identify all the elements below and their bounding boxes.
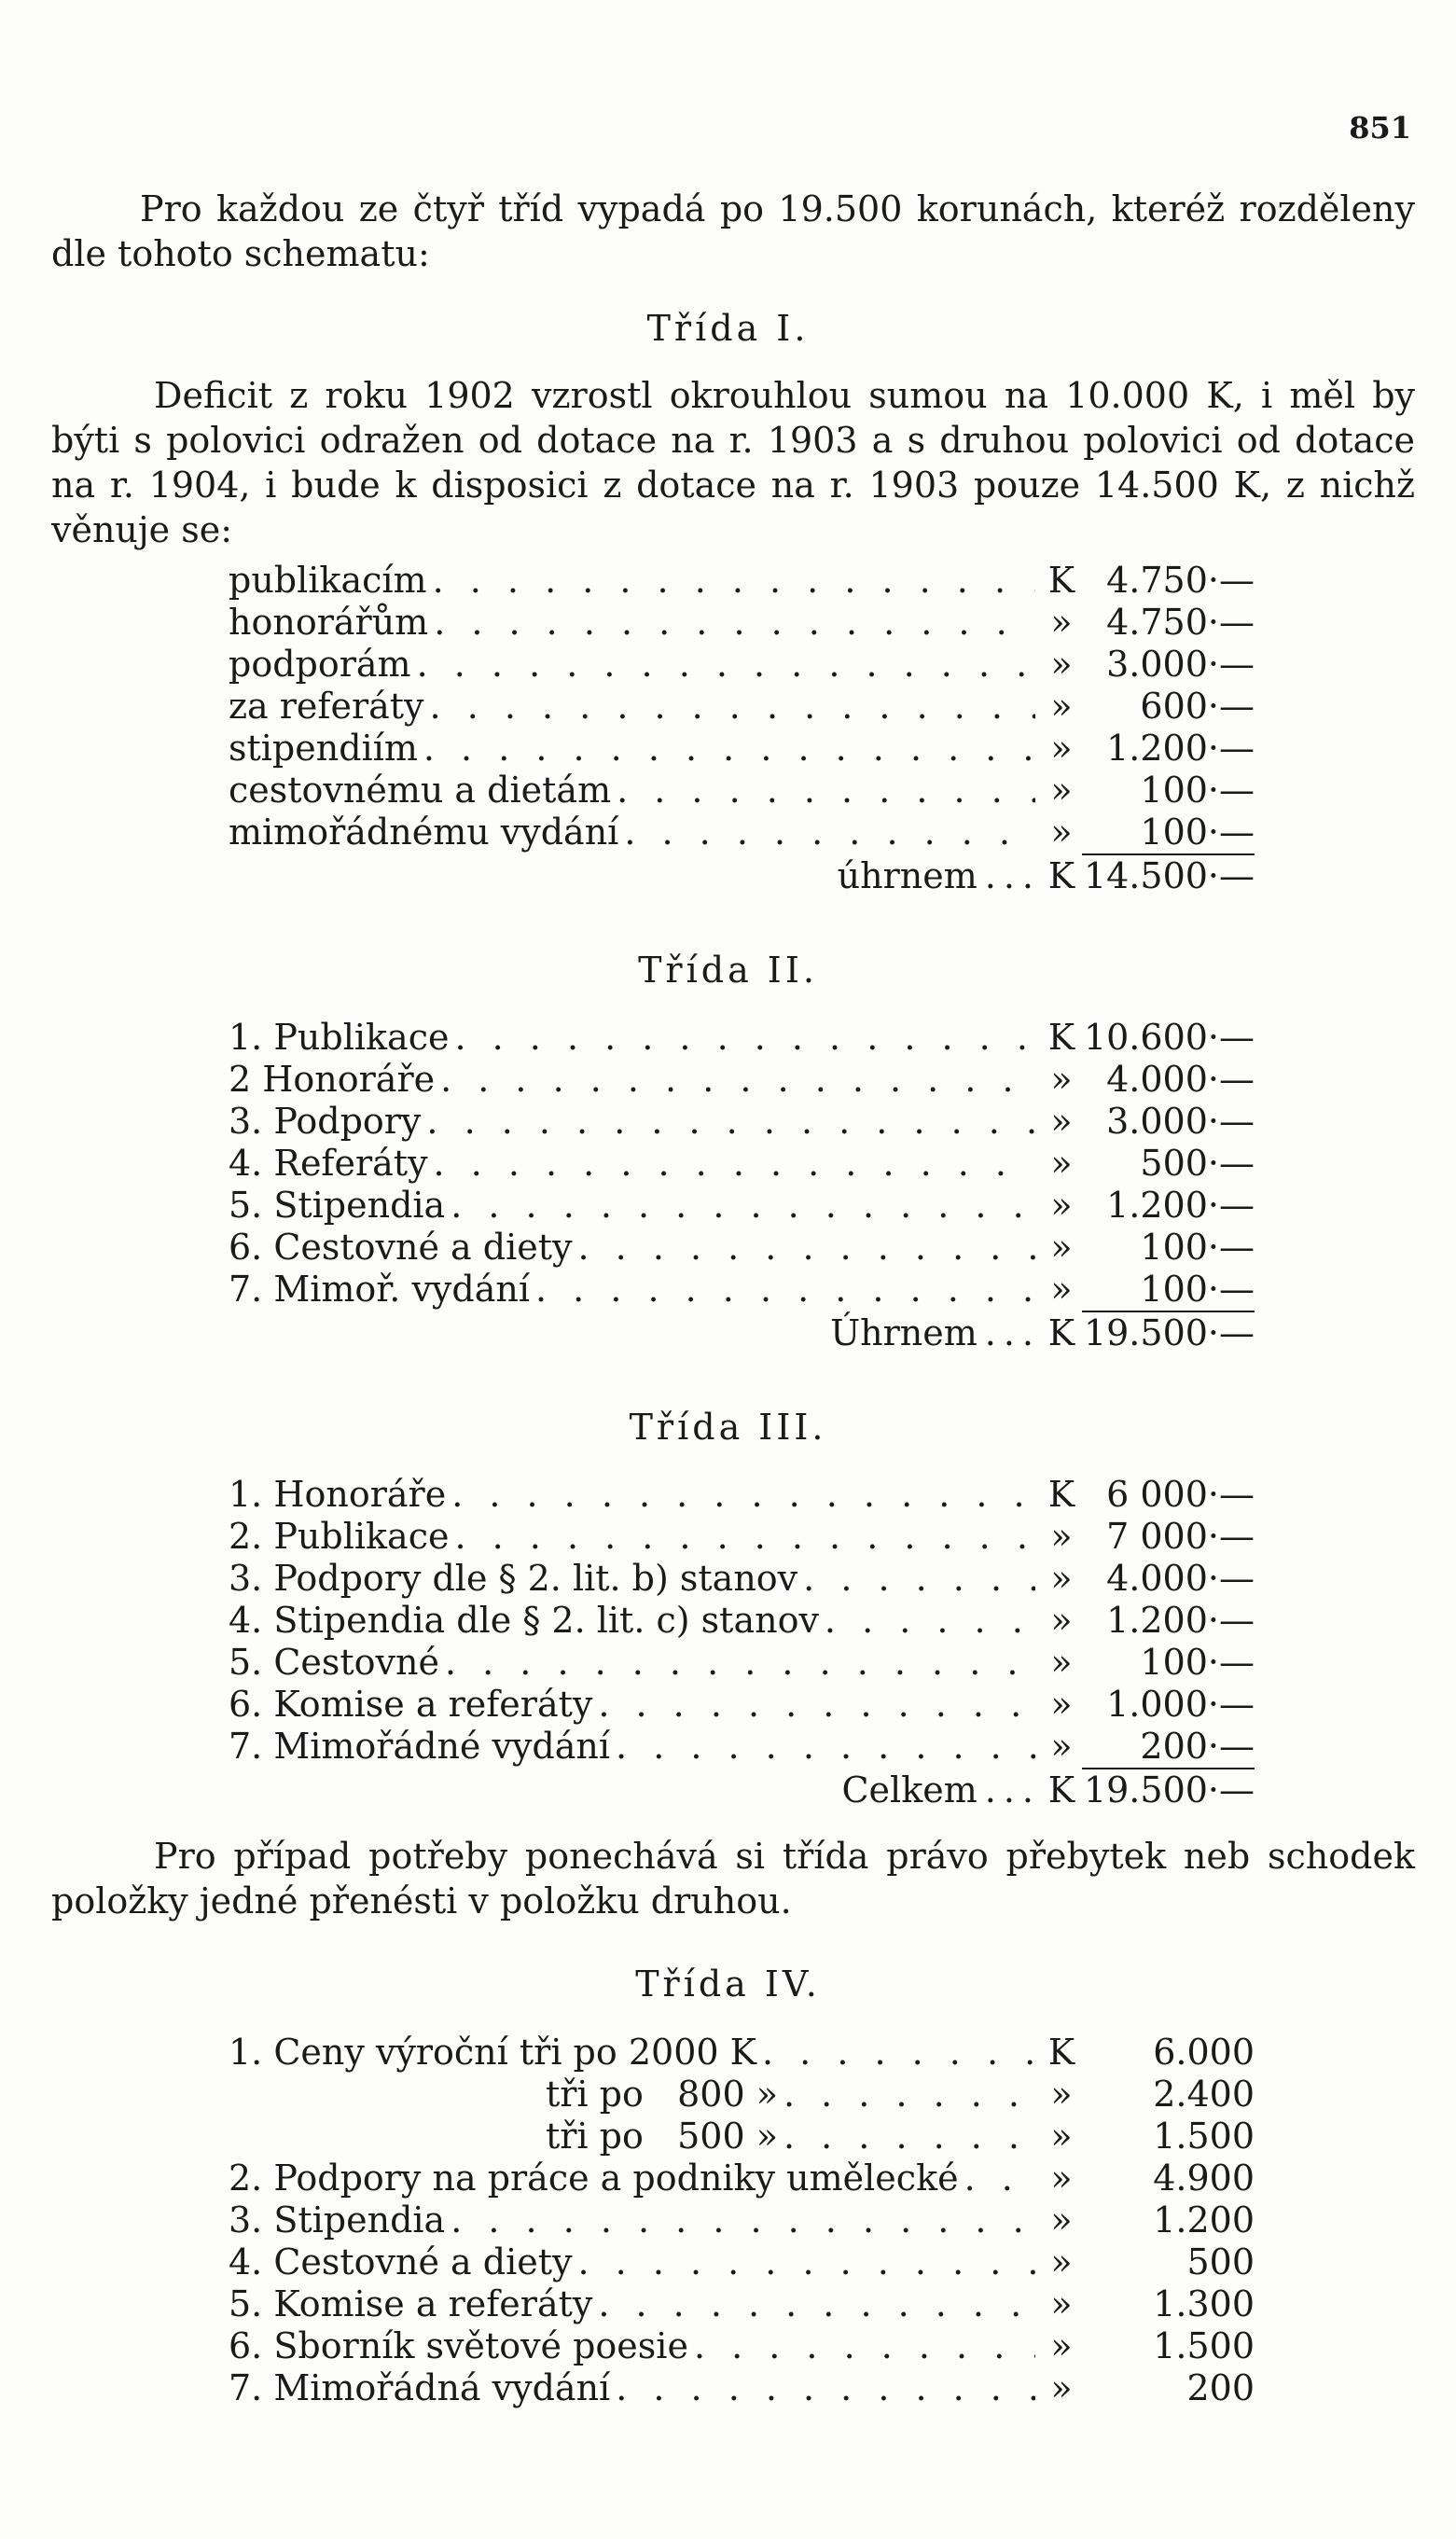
row-mark: » (1050, 1642, 1073, 1683)
row-label: 5. Stipendia (229, 1185, 446, 1226)
row-amount: 6 000·— (1106, 1474, 1255, 1515)
leader-dots (616, 2367, 1035, 2409)
leader-dots (434, 602, 1035, 644)
row-label: publikacím (229, 560, 427, 601)
leader-dots (783, 2074, 1035, 2116)
row-amount: 500·— (1140, 1143, 1255, 1184)
table-row (229, 2157, 1255, 2199)
row-mark: » (1050, 686, 1073, 727)
row-label: za referáty (229, 686, 424, 727)
row-amount: 1.200·— (1106, 1600, 1255, 1641)
total-amount: 19.500·— (1083, 1769, 1255, 1811)
leader-dots (454, 1017, 1035, 1059)
table-row (229, 1684, 1255, 1726)
trida-3-table (229, 1474, 1255, 1810)
leader-dots (434, 1143, 1035, 1185)
table-row (229, 2074, 1255, 2116)
total-row (229, 1768, 1255, 1810)
table-row (229, 1642, 1255, 1684)
row-mark: » (1050, 1059, 1073, 1100)
row-mark: » (1050, 2074, 1073, 2115)
table-row (229, 2241, 1255, 2283)
total-amount: 14.500·— (1083, 855, 1255, 896)
page-number: 851 (1349, 110, 1411, 146)
row-mark: » (1050, 602, 1073, 643)
trida-3-note: Pro případ potřeby ponechává si třída právo přebytek neb schodek položky jedné přenésti v položku druhou. (51, 1836, 1415, 1922)
row-mark: K (1047, 2032, 1075, 2073)
total-label: úhrnem (837, 855, 978, 896)
row-mark: » (1050, 2241, 1073, 2282)
row-amount: 1.200·— (1106, 728, 1255, 769)
leader-dots (426, 1101, 1035, 1143)
row-mark: » (1050, 2157, 1073, 2199)
row-label: 1. Publikace (229, 1017, 450, 1058)
leader-dots (694, 2325, 1035, 2367)
row-mark: » (1050, 2283, 1073, 2324)
row-amount: 4.000·— (1106, 1558, 1255, 1599)
table-row (229, 1143, 1255, 1185)
table-row (229, 2199, 1255, 2241)
row-label: 7. Mimořádná vydání (229, 2367, 611, 2408)
row-amount: 1.200·— (1106, 1185, 1255, 1226)
table-row (229, 728, 1255, 770)
row-mark: » (1050, 2325, 1073, 2366)
row-mark: » (1050, 2116, 1073, 2157)
row-label: tři po 800 » (546, 2074, 778, 2115)
leader-dots (825, 1600, 1035, 1642)
table-row (229, 1101, 1255, 1143)
table-row (229, 686, 1255, 728)
row-label: 4. Referáty (229, 1143, 428, 1184)
row-mark: » (1050, 1726, 1073, 1767)
table-row (229, 644, 1255, 686)
row-amount: 100·— (1140, 770, 1255, 811)
leader-dots: ... (984, 1769, 1041, 1811)
row-amount: 100·— (1140, 1269, 1255, 1310)
leader-dots: ... (984, 1312, 1041, 1353)
row-mark: » (1050, 1143, 1073, 1184)
table-row (229, 1269, 1255, 1311)
table-row (229, 1726, 1255, 1768)
table-row (229, 1558, 1255, 1600)
row-amount: 7 000·— (1106, 1516, 1255, 1557)
row-mark: » (1050, 1684, 1073, 1725)
row-amount: 4.750·— (1106, 560, 1255, 601)
row-amount: 1.000·— (1106, 1684, 1255, 1725)
row-mark: » (1050, 644, 1073, 685)
row-mark: » (1050, 770, 1073, 811)
table-row (229, 602, 1255, 644)
section-heading-trida-4: Třída IV. (635, 1963, 821, 2005)
leader-dots (451, 2199, 1035, 2241)
section-heading-trida-3: Třída III. (629, 1407, 827, 1448)
row-mark: » (1050, 1600, 1073, 1641)
leader-dots (624, 812, 1035, 853)
trida-1-table (229, 560, 1255, 895)
leader-dots: ... (984, 855, 1041, 896)
leader-dots (535, 1269, 1035, 1311)
row-amount: 1.500 (1153, 2116, 1255, 2157)
leader-dots (598, 2283, 1035, 2325)
leader-dots (598, 1684, 1035, 1726)
row-amount: 6.000 (1153, 2032, 1255, 2073)
table-row (229, 1185, 1255, 1227)
row-label: 1. Ceny výroční tři po 2000 K (229, 2032, 757, 2073)
row-mark: K (1047, 1474, 1075, 1515)
row-label: honorářům (229, 602, 429, 643)
row-amount: 4.900 (1153, 2157, 1255, 2199)
row-label: 3. Stipendia (229, 2199, 446, 2241)
table-row (229, 2116, 1255, 2157)
total-mark: K (1047, 1769, 1075, 1811)
leader-dots (423, 728, 1035, 770)
section-heading-trida-1: Třída I. (646, 308, 810, 349)
table-row (229, 1600, 1255, 1642)
row-label: podporám (229, 644, 411, 685)
leader-dots (433, 560, 1035, 602)
row-label: 4. Cestovné a diety (229, 2241, 573, 2282)
row-label: 1. Honoráře (229, 1474, 447, 1515)
table-row (229, 1474, 1255, 1516)
table-row (229, 770, 1255, 812)
row-mark: » (1050, 1227, 1073, 1268)
leader-dots (445, 1642, 1035, 1684)
row-label: 4. Stipendia dle § 2. lit. c) stanov (229, 1600, 819, 1641)
section-heading-trida-2: Třída II. (638, 950, 818, 991)
row-mark: » (1050, 1516, 1073, 1557)
trida-2-table (229, 1017, 1255, 1353)
row-mark: » (1050, 1269, 1073, 1310)
row-label: 3. Podpory dle § 2. lit. b) stanov (229, 1558, 798, 1599)
leader-dots (578, 2241, 1036, 2283)
total-mark: K (1047, 855, 1075, 896)
total-row (229, 853, 1255, 895)
leader-dots (783, 2116, 1035, 2157)
row-mark: » (1050, 728, 1073, 769)
table-row (229, 1059, 1255, 1101)
row-amount: 600·— (1140, 686, 1255, 727)
leader-dots (451, 1474, 1035, 1516)
leader-dots (430, 686, 1035, 728)
row-label: stipendiím (229, 728, 418, 769)
row-mark: K (1047, 1017, 1075, 1058)
leader-dots (578, 1227, 1036, 1269)
row-label: 5. Komise a referáty (229, 2283, 593, 2324)
row-amount: 200 (1186, 2367, 1255, 2408)
table-row (229, 2283, 1255, 2325)
row-label: mimořádnému vydání (229, 812, 619, 853)
row-amount: 1.300 (1153, 2283, 1255, 2324)
row-mark: K (1047, 560, 1075, 601)
table-row (229, 2325, 1255, 2367)
row-amount: 100·— (1140, 1642, 1255, 1683)
row-label: 2. Podpory na práce a podniky umělecké (229, 2157, 959, 2199)
row-amount: 100·— (1140, 812, 1255, 853)
table-row (229, 1017, 1255, 1059)
row-amount: 500 (1186, 2241, 1255, 2282)
table-row (229, 1516, 1255, 1558)
leader-dots (803, 1558, 1035, 1600)
row-amount: 100·— (1140, 1227, 1255, 1268)
total-label: Celkem (841, 1769, 978, 1811)
table-row (229, 812, 1255, 853)
row-amount: 10.600·— (1083, 1017, 1255, 1058)
row-mark: » (1050, 2367, 1073, 2408)
row-label: 2 Honoráře (229, 1059, 436, 1100)
row-label: 6. Komise a referáty (229, 1684, 593, 1725)
table-row (229, 1227, 1255, 1269)
leader-dots (762, 2032, 1035, 2074)
row-amount: 3.000·— (1106, 1101, 1255, 1142)
table-row (229, 560, 1255, 602)
row-amount: 2.400 (1153, 2074, 1255, 2115)
row-mark: » (1050, 1101, 1073, 1142)
row-mark: » (1050, 1185, 1073, 1226)
total-row (229, 1311, 1255, 1353)
row-label: tři po 500 » (546, 2116, 778, 2157)
table-row (229, 2367, 1255, 2409)
leader-dots (451, 1185, 1035, 1227)
row-amount: 4.000·— (1106, 1059, 1255, 1100)
leader-dots (454, 1516, 1035, 1558)
row-amount: 4.750·— (1106, 602, 1255, 643)
leader-dots (440, 1059, 1035, 1101)
leader-dots (617, 770, 1035, 812)
row-amount: 1.500 (1153, 2325, 1255, 2366)
row-label: 3. Podpory (229, 1101, 422, 1142)
row-mark: » (1050, 812, 1073, 853)
row-mark: » (1050, 1558, 1073, 1599)
row-label: 6. Cestovné a diety (229, 1227, 573, 1268)
row-label: cestovnému a dietám (229, 770, 612, 811)
row-mark: » (1050, 2199, 1073, 2241)
row-amount: 3.000·— (1106, 644, 1255, 685)
row-label: 7. Mimoř. vydání (229, 1269, 530, 1310)
table-row (229, 2032, 1255, 2074)
leader-dots (417, 644, 1035, 686)
trida-4-table (229, 2032, 1255, 2409)
row-label: 2. Publikace (229, 1516, 450, 1557)
total-mark: K (1047, 1312, 1075, 1353)
total-amount: 19.500·— (1083, 1312, 1255, 1353)
row-amount: 1.200 (1153, 2199, 1255, 2241)
intro-paragraph: Pro každou ze čtyř tříd vypadá po 19.500 korunách, kteréž rozděleny dle tohoto schematu: (51, 188, 1415, 274)
trida-1-paragraph: Deficit z roku 1902 vzrostl okrouhlou sumou na 10.000 K, i měl by býti s polovici odražen od dotace na r. 1903 a s druhou polovici od dotace na r. 1904, i bude k disposici z dotace na r. 1903 pouze 14.500 K, z nichž věnuje se: (51, 375, 1415, 550)
total-label: Úhrnem (830, 1312, 978, 1353)
row-amount: 200·— (1140, 1726, 1255, 1767)
leader-dots (964, 2157, 1035, 2199)
row-label: 6. Sborník světové poesie (229, 2325, 688, 2366)
leader-dots (616, 1726, 1035, 1768)
row-label: 5. Cestovné (229, 1642, 439, 1683)
row-label: 7. Mimořádné vydání (229, 1726, 611, 1767)
